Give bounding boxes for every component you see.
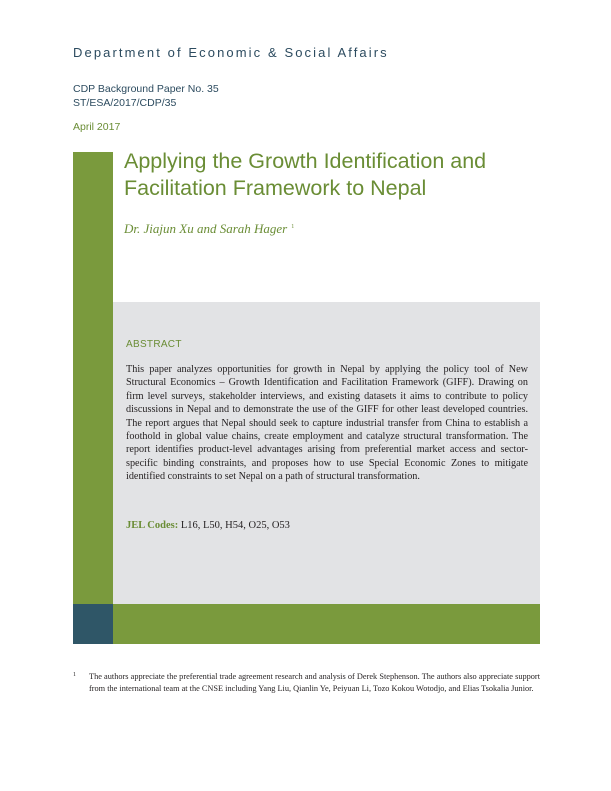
navy-corner-block	[73, 604, 113, 644]
paper-series: CDP Background Paper No. 35	[73, 83, 219, 95]
department-name: Department of Economic & Social Affairs	[73, 45, 389, 60]
green-sidebar-band	[73, 152, 113, 604]
footnote-text: The authors appreciate the preferential trade agreement research and analysis of Derek Stephenson. The authors also appreciate support from the international team at the CNSE including Yang Liu, Qianlin Ye, Peiyuan Li, Tozo Kokou Wotodjo, and Elias Tsokalia Junior.	[89, 672, 540, 693]
jel-label: JEL Codes:	[126, 520, 179, 531]
document-code: ST/ESA/2017/CDP/35	[73, 97, 177, 109]
paper-title: Applying the Growth Identification and Facilitation Framework to Nepal	[124, 149, 487, 200]
author-footnote-mark[interactable]: 1	[291, 224, 295, 230]
footnote-mark: 1	[73, 672, 76, 678]
jel-codes	[126, 520, 290, 531]
abstract-text: This paper analyzes opportunities for growth in Nepal by applying the policy tool of New Structural Economics – Growth Identification and Facilitation Framework (GIFF). Drawing on firm level surveys, stakeholder interviews, and existing datasets it aims to contribute to policy discussions in Nepal and to demonstrate the use of the GIFF for other least developed countries. The report argues that Nepal should seek to capture industrial transfer from China to establish a foothold in global value chains, create employment and catalyze structural transformation. The report identifies product-level advantages arising from preferential market access and sector-specific binding constraints, and proposes how to use Special Economic Zones to mitigate identified constraints to set Nepal on a path of structural transformation.	[126, 364, 528, 483]
green-footer-band	[113, 604, 540, 644]
abstract-heading: ABSTRACT	[126, 339, 182, 350]
author-names: Dr. Jiajun Xu and Sarah Hager	[124, 221, 288, 236]
jel-code-list: L16, L50, H54, O25, O53	[180, 520, 290, 531]
publication-date: April 2017	[73, 121, 121, 133]
author-line	[124, 221, 294, 237]
footnote	[73, 671, 540, 694]
